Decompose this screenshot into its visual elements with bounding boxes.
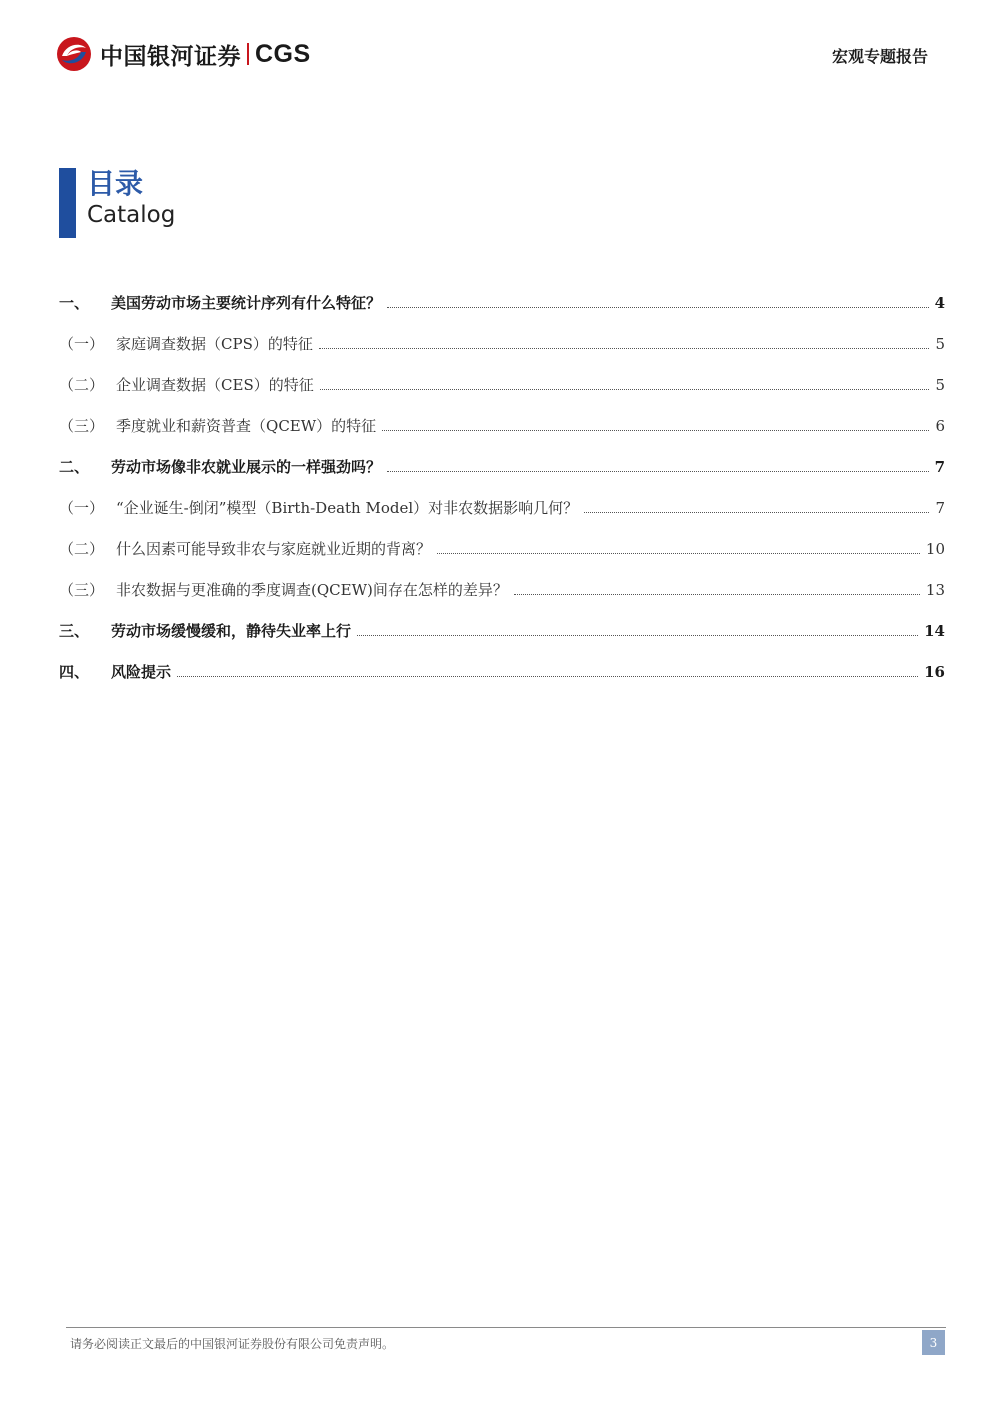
toc-entry-number: （一） bbox=[59, 335, 105, 353]
catalog-accent-bar bbox=[59, 168, 76, 238]
cgs-logo-icon bbox=[56, 36, 92, 72]
toc-entry-title: 家庭调查数据（CPS）的特征 bbox=[116, 335, 313, 353]
toc-entry-number: （一） bbox=[59, 499, 105, 517]
toc-dot-leader bbox=[584, 512, 929, 513]
toc-dot-leader bbox=[387, 307, 929, 308]
toc-dot-leader bbox=[320, 389, 930, 390]
toc-entry-title: 美国劳动市场主要统计序列有什么特征？ bbox=[111, 294, 382, 312]
toc-entry-title: 企业调查数据（CES）的特征 bbox=[116, 376, 314, 394]
catalog-title-en: Catalog bbox=[87, 202, 176, 228]
toc-entry-section[interactable] bbox=[59, 446, 945, 487]
toc-entry-title: 什么因素可能导致非农与家庭就业近期的背离？ bbox=[116, 540, 432, 558]
toc-entry-page: 14 bbox=[924, 621, 945, 640]
toc-entry-number: （二） bbox=[59, 540, 105, 558]
toc-entry-number: 四、 bbox=[59, 663, 90, 681]
footer-divider bbox=[66, 1327, 946, 1328]
toc-entry-title: 劳动市场像非农就业展示的一样强劲吗？ bbox=[111, 458, 382, 476]
toc-entry-subsection[interactable] bbox=[59, 569, 945, 610]
toc-dot-leader bbox=[319, 348, 930, 349]
toc-entry-number: 二、 bbox=[59, 458, 90, 476]
toc-entry-page: 16 bbox=[924, 662, 945, 681]
toc-entry-page: 10 bbox=[925, 539, 945, 558]
table-of-contents bbox=[59, 282, 945, 692]
toc-entry-section[interactable] bbox=[59, 282, 945, 323]
toc-entry-subsection[interactable] bbox=[59, 323, 945, 364]
page-header bbox=[0, 0, 992, 100]
toc-entry-page: 7 bbox=[934, 457, 945, 476]
footer-disclaimer: 请务必阅读正文最后的中国银河证券股份有限公司免责声明。 bbox=[70, 1337, 395, 1351]
brand-logo bbox=[56, 36, 311, 72]
toc-entry-subsection[interactable] bbox=[59, 528, 945, 569]
toc-entry-title: 风险提示 bbox=[111, 663, 172, 681]
toc-dot-leader bbox=[437, 553, 920, 554]
toc-entry-section[interactable] bbox=[59, 610, 945, 651]
toc-dot-leader bbox=[357, 635, 918, 636]
report-type-label: 宏观专题报告 bbox=[831, 47, 928, 66]
toc-dot-leader bbox=[382, 430, 929, 431]
toc-dot-leader bbox=[177, 676, 918, 677]
catalog-title-cn: 目录 bbox=[87, 167, 144, 200]
toc-entry-number: 一、 bbox=[59, 294, 90, 312]
toc-entry-page: 6 bbox=[935, 416, 945, 435]
toc-entry-number: （三） bbox=[59, 417, 105, 435]
toc-entry-number: （三） bbox=[59, 581, 105, 599]
toc-entry-page: 4 bbox=[934, 293, 945, 312]
toc-dot-leader bbox=[387, 471, 929, 472]
toc-entry-section[interactable] bbox=[59, 651, 945, 692]
toc-entry-number: 三、 bbox=[59, 622, 90, 640]
toc-entry-title: “企业诞生-倒闭”模型（Birth-Death Model）对非农数据影响几何？ bbox=[116, 499, 579, 517]
toc-entry-number: （二） bbox=[59, 376, 105, 394]
brand-name-cn: 中国银河证券 bbox=[100, 43, 241, 70]
toc-entry-title: 非农数据与更准确的季度调查(QCEW)间存在怎样的差异？ bbox=[116, 581, 508, 599]
toc-entry-title: 劳动市场缓慢缓和，静待失业率上行 bbox=[111, 622, 352, 640]
toc-entry-subsection[interactable] bbox=[59, 364, 945, 405]
toc-entry-title: 季度就业和薪资普查（QCEW）的特征 bbox=[116, 417, 377, 435]
brand-separator bbox=[247, 43, 249, 65]
toc-entry-subsection[interactable] bbox=[59, 405, 945, 446]
toc-dot-leader bbox=[514, 594, 920, 595]
toc-entry-page: 5 bbox=[935, 334, 945, 353]
toc-entry-page: 13 bbox=[925, 580, 945, 599]
toc-entry-subsection[interactable] bbox=[59, 487, 945, 528]
page-number: 3 bbox=[922, 1330, 945, 1355]
toc-entry-page: 7 bbox=[935, 498, 945, 517]
toc-entry-page: 5 bbox=[935, 375, 945, 394]
brand-name-en: CGS bbox=[255, 39, 311, 68]
